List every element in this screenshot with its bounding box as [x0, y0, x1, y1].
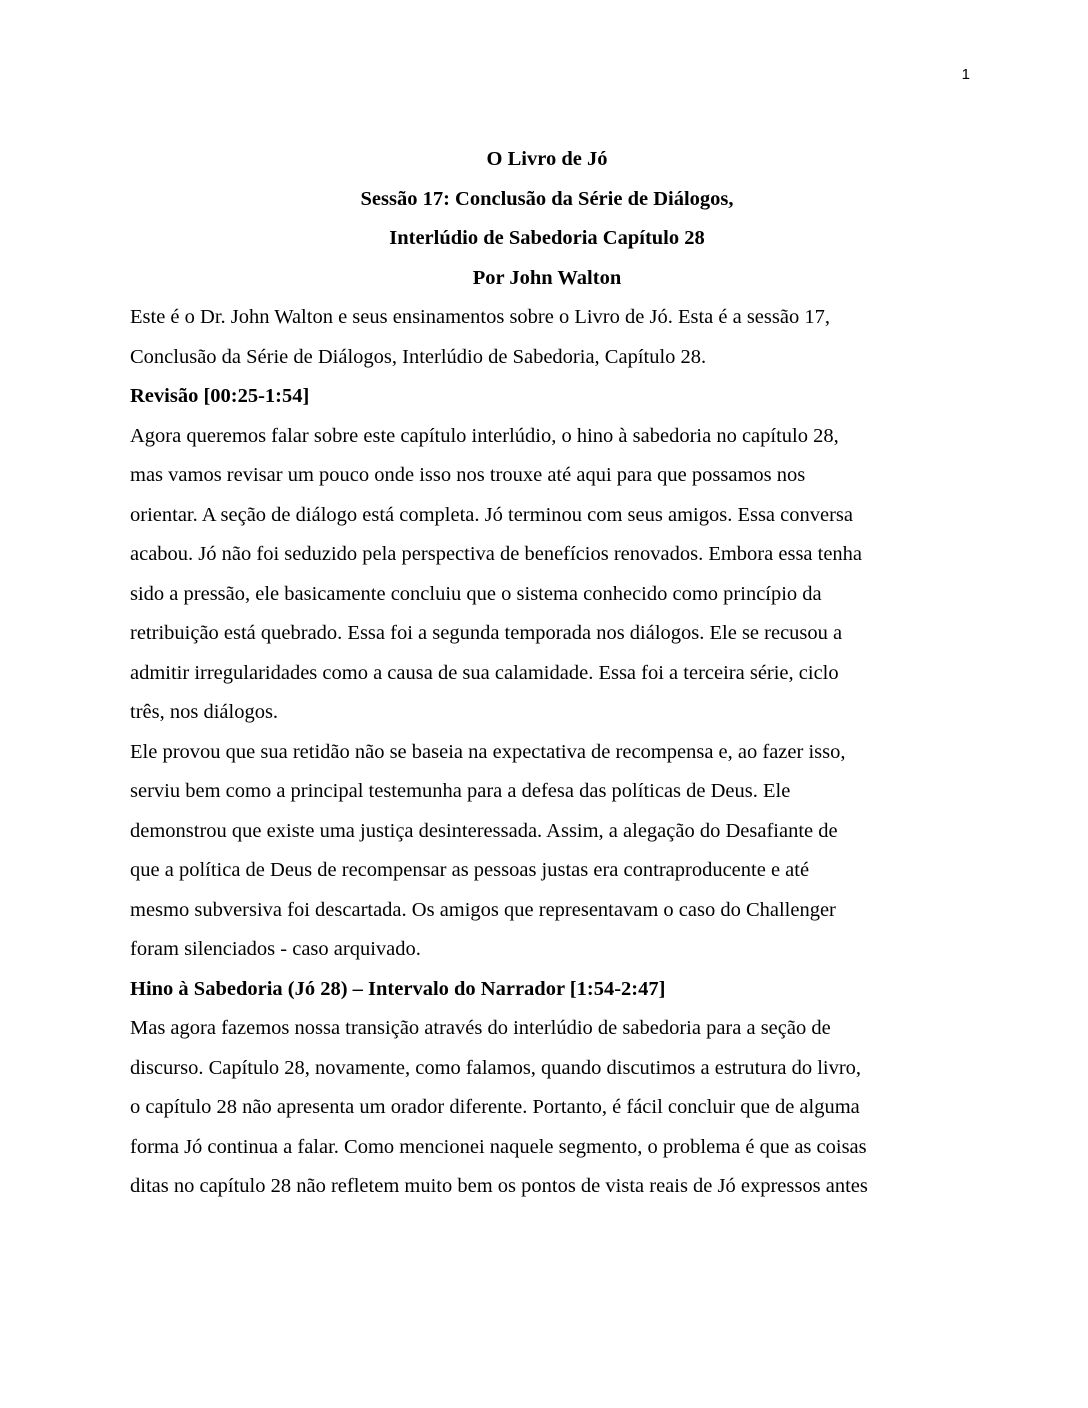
review-paragraph-2 — [130, 733, 964, 970]
paragraph-line: forma Jó continua a falar. Como mencionei naquele segmento, o problema é que as coisas — [130, 1135, 867, 1158]
paragraph-line: ditas no capítulo 28 não refletem muito bem os pontos de vista reais de Jó expressos antes — [130, 1175, 868, 1197]
paragraph-line: acabou. Jó não foi seduzido pela perspectiva de benefícios renovados. Embora essa tenha — [130, 543, 863, 565]
paragraph-line: três, nos diálogos. — [130, 701, 279, 723]
section-heading-review: Revisão [00:25-1:54] — [130, 385, 310, 407]
paragraph-line: serviu bem como a principal testemunha para a defesa das políticas de Deus. Ele — [130, 780, 791, 802]
author-line: Por John Walton — [472, 266, 622, 289]
paragraph-line: sido a pressão, ele basicamente concluiu que o sistema conhecido como princípio da — [130, 582, 822, 605]
review-paragraph-1 — [130, 417, 964, 733]
page-number: 1 — [961, 66, 970, 83]
section-heading-hymn: Hino à Sabedoria (Jó 28) – Intervalo do Narrador [1:54-2:47] — [130, 977, 666, 1000]
intro-paragraph — [130, 298, 964, 377]
document-title: O Livro de Jó — [486, 148, 608, 170]
paragraph-line: Agora queremos falar sobre este capítulo interlúdio, o hino à sabedoria no capítulo 28, — [130, 424, 839, 447]
paragraph-line: mesmo subversiva foi descartada. Os amigos que representavam o caso do Challenger — [130, 898, 836, 921]
session-subtitle: Interlúdio de Sabedoria Capítulo 28 — [389, 227, 705, 249]
paragraph-line: o capítulo 28 não apresenta um orador diferente. Portanto, é fácil concluir que de alguma — [130, 1096, 860, 1118]
paragraph-line: orientar. A seção de diálogo está completa. Jó terminou com seus amigos. Essa conversa — [130, 503, 854, 526]
paragraph-line: demonstrou que existe uma justiça desinteressada. Assim, a alegação do Desafiante de — [130, 819, 838, 842]
paragraph-line: Ele provou que sua retidão não se baseia na expectativa de recompensa e, ao fazer isso, — [130, 740, 846, 763]
paragraph-line: Este é o Dr. John Walton e seus ensinamentos sobre o Livro de Jó. Esta é a sessão 17, — [130, 306, 830, 328]
paragraph-line: mas vamos revisar um pouco onde isso nos trouxe até aqui para que possamos nos — [130, 464, 806, 486]
paragraph-line: retribuição está quebrado. Essa foi a segunda temporada nos diálogos. Ele se recusou a — [130, 622, 843, 644]
document-body — [130, 140, 964, 1207]
paragraph-line: admitir irregularidades como a causa de sua calamidade. Essa foi a terceira série, ciclo — [130, 661, 839, 684]
paragraph-line: discurso. Capítulo 28, novamente, como falamos, quando discutimos a estrutura do livro, — [130, 1056, 862, 1079]
paragraph-line: Mas agora fazemos nossa transição através do interlúdio de sabedoria para a seção de — [130, 1017, 831, 1039]
paragraph-line: que a política de Deus de recompensar as pessoas justas era contraproducente e até — [130, 859, 810, 881]
session-title: Sessão 17: Conclusão da Série de Diálogos, — [360, 187, 734, 210]
paragraph-line: Conclusão da Série de Diálogos, Interlúdio de Sabedoria, Capítulo 28. — [130, 345, 707, 368]
hymn-paragraph-1 — [130, 1009, 964, 1207]
paragraph-line: foram silenciados - caso arquivado. — [130, 938, 421, 960]
